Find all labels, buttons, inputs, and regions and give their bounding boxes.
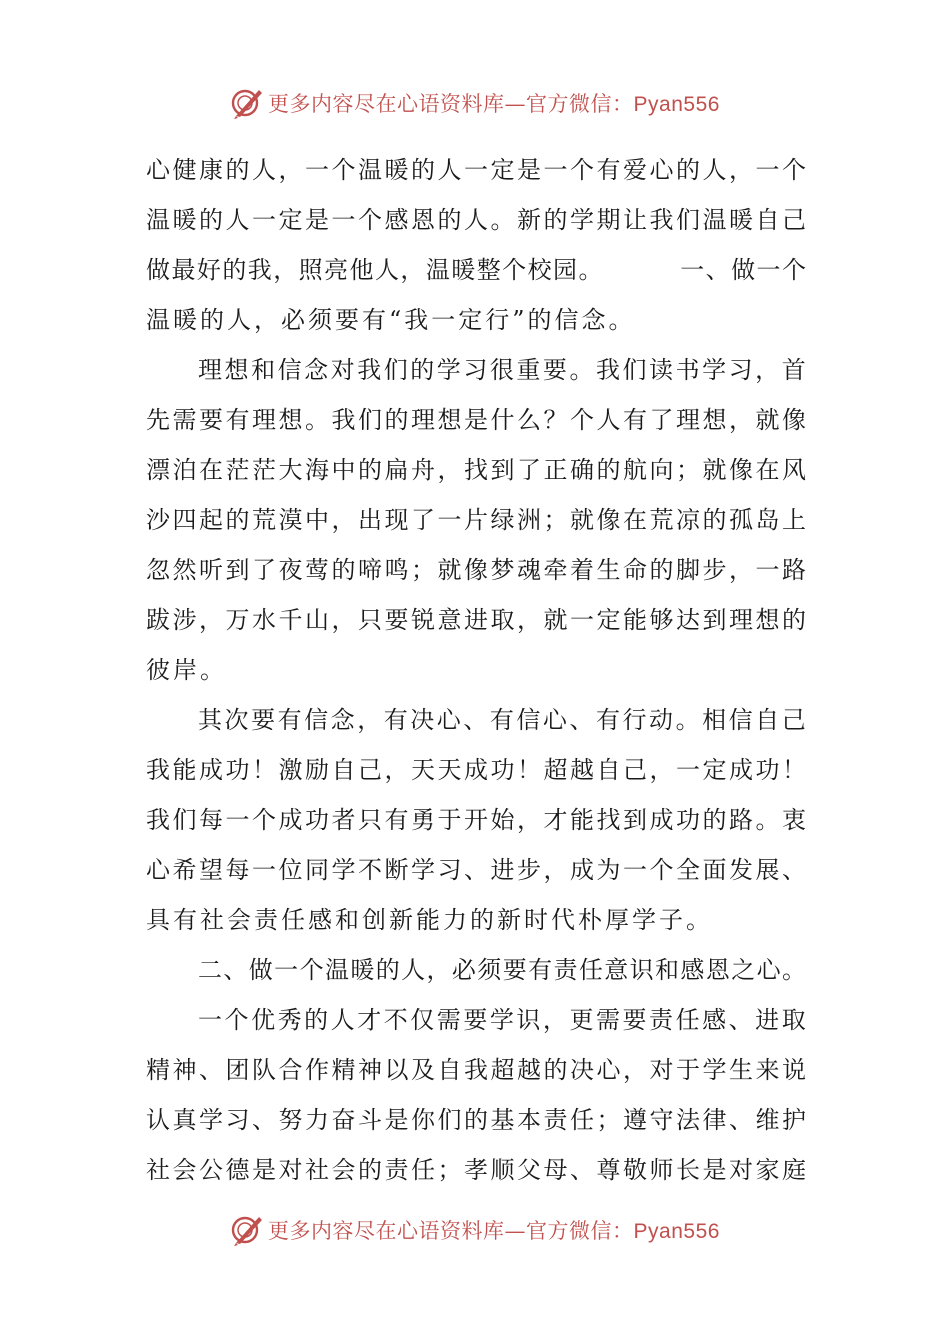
header-banner — [0, 83, 950, 123]
text-line: 认 真 学 习 、 努 力 奋 斗 是 你 们 的 基 本 责 任 ； 遵 守 法 律 、 维 护 — [146, 1106, 806, 1134]
text-line: 温 暖 的 人 一 定 是 一 个 感 恩 的 人 。 新 的 学 期 让 我 们 温 暖 自 己 — [146, 206, 806, 234]
text-line: 二 、 做 一 个 温 暖 的 人 ， 必 须 要 有 责 任 意 识 和 感 恩 之 心 。 — [198, 956, 806, 984]
text-line: 我 们 每 一 个 成 功 者 只 有 勇 于 开 始 ， 才 能 找 到 成 功 的 路 。 衷 — [146, 806, 806, 834]
header-banner-text — [268, 88, 720, 118]
header-banner-cn: 更多内容尽在心语资料库—官方微信： — [268, 92, 634, 116]
document-body — [146, 145, 806, 1195]
text-line: 温暖的人，必须要有“我一定行”的信念。 — [146, 306, 636, 334]
text-line: 具有社会责任感和创新能力的新时代朴厚学子。 — [146, 906, 713, 934]
text-line: 其 次 要 有 信 念 ， 有 决 心 、 有 信 心 、 有 行 动 。 相 信 自 己 — [198, 706, 806, 734]
text-line: 精 神 、 团 队 合 作 精 神 以 及 自 我 超 越 的 决 心 ， 对 于 学 生 来 说 — [146, 1056, 806, 1084]
text-line: 忽 然 听 到 了 夜 莺 的 啼 鸣 ； 就 像 梦 魂 牵 着 生 命 的 脚 步 ， 一 路 — [146, 556, 806, 584]
header-banner-wechat-id: Pyan556 — [633, 93, 720, 116]
text-line: 社 会 公 德 是 对 社 会 的 责 任 ； 孝 顺 父 母 、 尊 敬 师 长 是 对 家 庭 — [146, 1156, 806, 1184]
pen-logo-icon — [230, 1213, 264, 1247]
text-line: 做 最 好 的 我 ， 照 亮 他 人 ， 温 暖 整 个 校 园 。 一 、 做 一 个 — [146, 256, 806, 284]
text-line: 先 需 要 有 理 想 。 我 们 的 理 想 是 什 么 ？ 个 人 有 了 理 想 ， 就 像 — [146, 406, 806, 434]
pen-logo-icon — [230, 86, 264, 120]
text-line: 彼岸。 — [146, 656, 227, 684]
text-line: 心 希 望 每 一 位 同 学 不 断 学 习 、 进 步 ， 成 为 一 个 全 面 发 展 、 — [146, 856, 806, 884]
text-line: 理 想 和 信 念 对 我 们 的 学 习 很 重 要 。 我 们 读 书 学 习 ， 首 — [198, 356, 806, 384]
footer-banner-cn: 更多内容尽在心语资料库—官方微信： — [268, 1219, 634, 1243]
text-line: 沙 四 起 的 荒 漠 中 ， 出 现 了 一 片 绿 洲 ； 就 像 在 荒 凉 的 孤 岛 上 — [146, 506, 806, 534]
text-line: 心 健 康 的 人 ， 一 个 温 暖 的 人 一 定 是 一 个 有 爱 心 的 人 ， 一 个 — [146, 156, 806, 184]
footer-banner-text — [268, 1215, 720, 1245]
footer-banner-wechat-id: Pyan556 — [633, 1220, 720, 1243]
text-line: 跋 涉 ， 万 水 千 山 ， 只 要 锐 意 进 取 ， 就 一 定 能 够 达 到 理 想 的 — [146, 606, 806, 634]
footer-banner — [0, 1210, 950, 1250]
text-line: 一 个 优 秀 的 人 才 不 仅 需 要 学 识 ， 更 需 要 责 任 感 、 进 取 — [198, 1006, 806, 1034]
text-line: 我 能 成 功 ！ 激 励 自 己 ， 天 天 成 功 ！ 超 越 自 己 ， 一 定 成 功 ！ — [146, 756, 806, 784]
text-line: 漂 泊 在 茫 茫 大 海 中 的 扁 舟 ， 找 到 了 正 确 的 航 向 ； 就 像 在 风 — [146, 456, 806, 484]
